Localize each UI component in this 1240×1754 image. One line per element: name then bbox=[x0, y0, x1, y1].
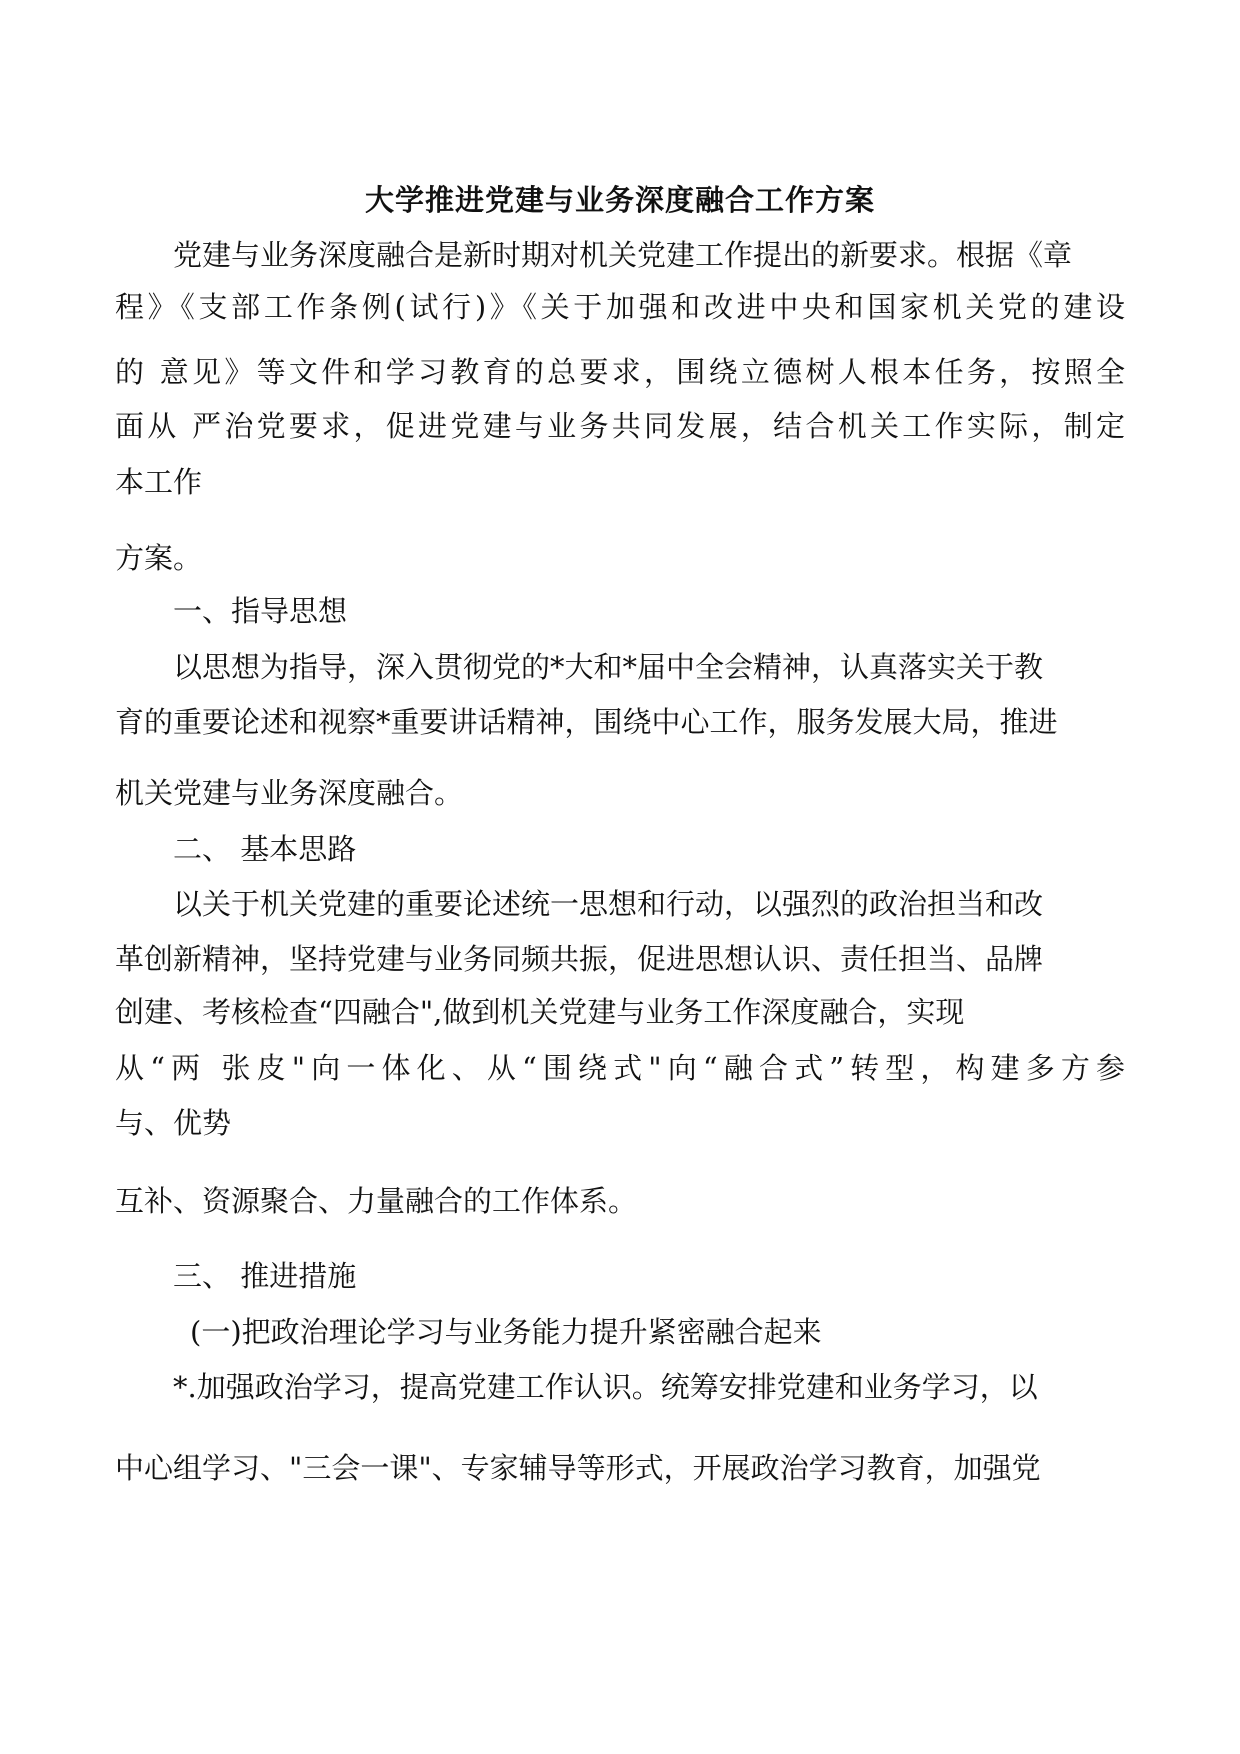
paragraph-line: 互补、资源聚合、力量融合的工作体系。 bbox=[115, 1184, 638, 1218]
paragraph-line: 创建、考核检查“四融合",做到机关党建与业务工作深度融合，实现 bbox=[115, 995, 965, 1029]
paragraph-line: 以关于机关党建的重要论述统一思想和行动，以强烈的政治担当和改 bbox=[173, 887, 1044, 921]
paragraph-line: 的 意见》等文件和学习教育的总要求，围绕立德树人根本任务，按照全 bbox=[115, 355, 1125, 389]
paragraph-line: 本工作 bbox=[115, 465, 203, 499]
paragraph-line: 革创新精神，坚持党建与业务同频共振，促进思想认识、责任担当、品牌 bbox=[115, 942, 1044, 976]
paragraph-line: 以思想为指导，深入贯彻党的*大和*届中全会精神，认真落实关于教 bbox=[173, 650, 1044, 684]
paragraph-line: 中心组学习、"三会一课"、专家辅导等形式，开展政治学习教育，加强党 bbox=[115, 1451, 1041, 1485]
subsection-heading: (一)把政治理论学习与业务能力提升紧密融合起来 bbox=[190, 1315, 822, 1349]
paragraph-line: 党建与业务深度融合是新时期对机关党建工作提出的新要求。根据《章 bbox=[173, 238, 1073, 272]
section-heading: 一、指导思想 bbox=[173, 594, 348, 628]
paragraph-line: 程》《支部工作条例(试行)》《关于加强和改进中央和国家机关党的建设 bbox=[115, 290, 1125, 324]
paragraph-line: 方案。 bbox=[115, 541, 203, 575]
document-title: 大学推进党建与业务深度融合工作方案 bbox=[364, 183, 875, 217]
section-heading: 二、 基本思路 bbox=[173, 832, 357, 866]
paragraph-line: *.加强政治学习，提高党建工作认识。统筹安排党建和业务学习，以 bbox=[173, 1370, 1038, 1404]
paragraph-line: 面从 严治党要求，促进党建与业务共同发展，结合机关工作实际，制定 bbox=[115, 409, 1125, 443]
paragraph-line: 从“两 张皮"向一体化、从“围绕式"向“融合式”转型，构建多方参 bbox=[115, 1051, 1125, 1085]
paragraph-line: 与、优势 bbox=[115, 1106, 232, 1140]
paragraph-line: 育的重要论述和视察*重要讲话精神，围绕中心工作，服务发展大局，推进 bbox=[115, 705, 1058, 739]
paragraph-line: 机关党建与业务深度融合。 bbox=[115, 776, 464, 810]
section-heading: 三、 推进措施 bbox=[173, 1259, 357, 1293]
